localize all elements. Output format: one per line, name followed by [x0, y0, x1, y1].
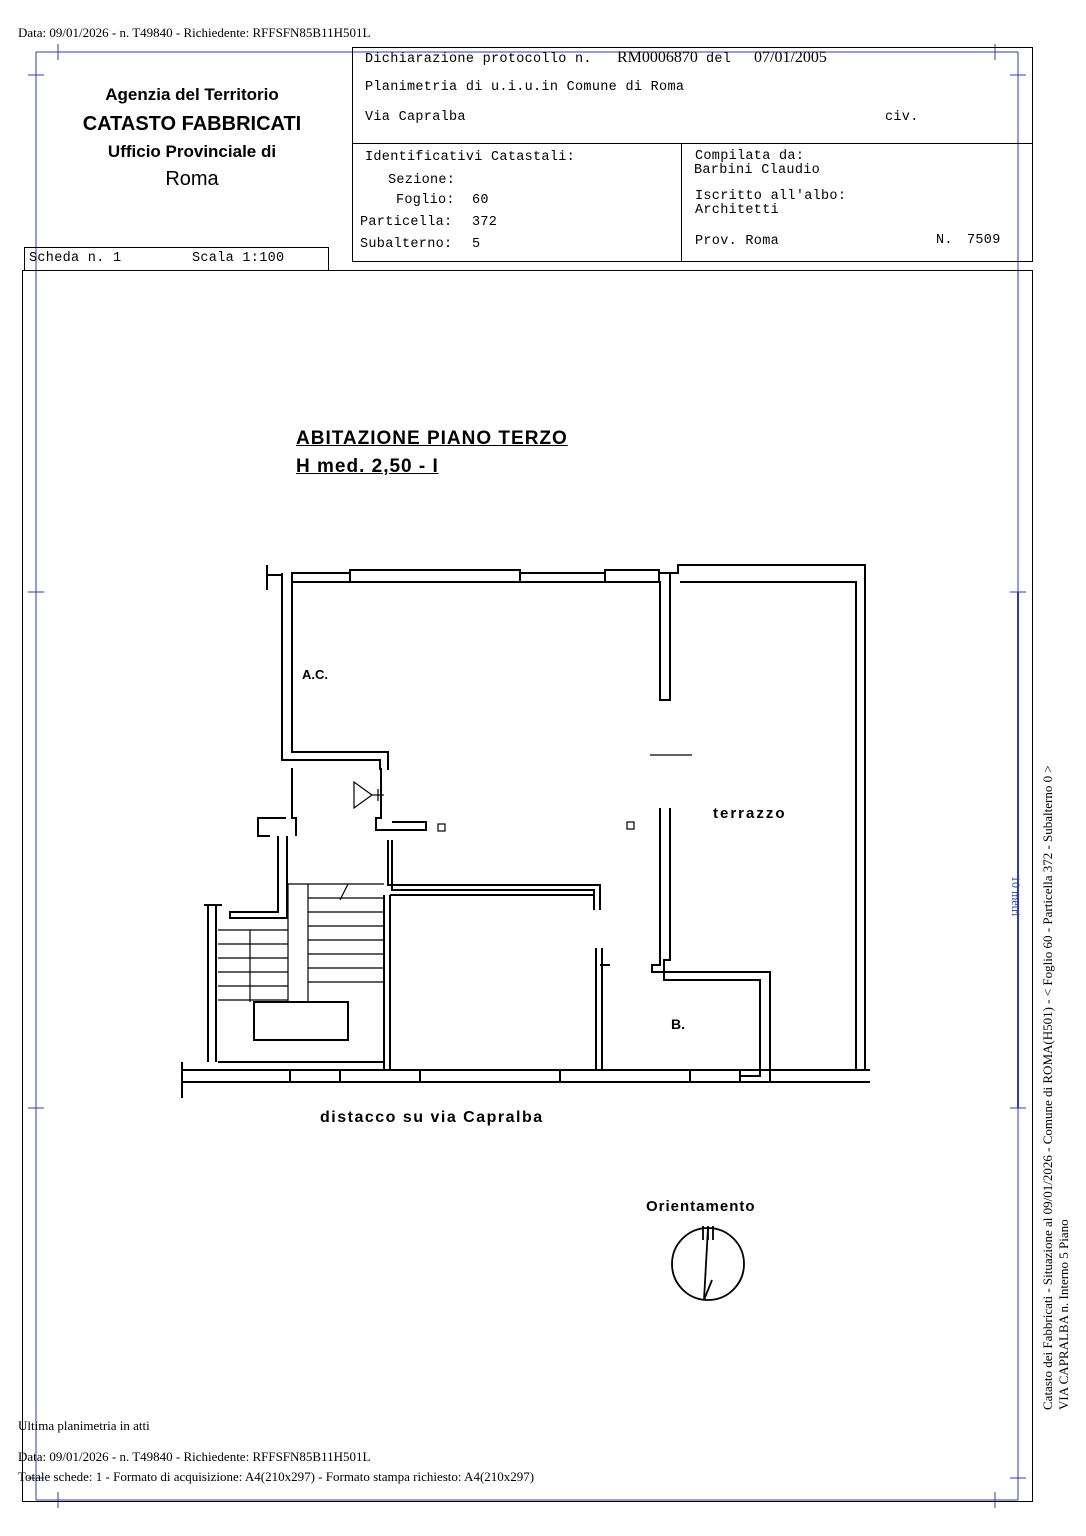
protocol-date: 07/01/2005 — [754, 49, 827, 66]
registration-n-label: N. — [936, 233, 953, 248]
subalterno-value: 5 — [472, 237, 481, 252]
room-ac-label: A.C. — [302, 667, 328, 682]
sezione-label: Sezione: — [388, 173, 456, 188]
catasto-title: CATASTO FABBRICATI — [82, 113, 302, 135]
protocol-label: Dichiarazione protocollo n. — [365, 52, 592, 67]
room-terrazzo-label: terrazzo — [713, 805, 787, 822]
plan-title: ABITAZIONE PIANO TERZO — [296, 428, 568, 449]
side-catasto-line: Catasto dei Fabbricati - Situazione al 09/01/2026 - Comune di ROMA(H501) - < Foglio 60 - Particella 372 - Subalterno 0 > — [1040, 765, 1055, 1410]
compiler-name: Barbini Claudio — [694, 163, 821, 178]
albo-value: Architetti — [695, 203, 780, 218]
civ-label: civ. — [885, 110, 919, 125]
side-address-line: VIA CAPRALBA n. Interno 5 Piano — [1056, 1219, 1071, 1410]
scale-bar-label: 10 metri — [1009, 876, 1023, 917]
header-request-line: Data: 09/01/2026 - n. T49840 - Richiedente: RFFSFN85B11H501L — [18, 25, 371, 40]
foglio-value: 60 — [472, 193, 489, 208]
orientamento-label: Orientamento — [646, 1198, 756, 1215]
address: Via Capralba — [365, 110, 466, 125]
particella-label: Particella: — [360, 215, 453, 230]
ufficio-label: Ufficio Provinciale di — [107, 142, 277, 161]
foglio-label: Foglio: — [396, 193, 455, 208]
identifiers-title: Identificativi Catastali: — [365, 150, 576, 165]
plan-height: H med. 2,50 - I — [296, 456, 439, 477]
subalterno-label: Subalterno: — [360, 237, 453, 252]
albo-label: Iscritto all'albo: — [695, 189, 847, 204]
footer-request-line: Data: 09/01/2026 - n. T49840 - Richiedente: RFFSFN85B11H501L — [18, 1449, 371, 1464]
protocol-del-label: del — [706, 52, 732, 67]
compass-icon — [672, 1226, 744, 1300]
ufficio-city: Roma — [165, 168, 219, 190]
agency-name: Agenzia del Territorio — [105, 85, 279, 104]
footer-totale: Totale schede: 1 - Formato di acquisizione: A4(210x297) - Formato stampa richiesto: A4(210x297) — [18, 1469, 535, 1484]
distacco-label: distacco su via Capralba — [320, 1109, 544, 1126]
room-b-label: B. — [671, 1016, 685, 1032]
protocol-number: RM0006870 — [617, 49, 698, 66]
planimetria-label: Planimetria di u.i.u.in Comune di Roma — [365, 80, 685, 95]
prov-label: Prov. Roma — [695, 234, 780, 249]
registration-number: 7509 — [967, 233, 1001, 248]
footer-ultima: Ultima planimetria in atti — [18, 1418, 150, 1433]
compiler-label: Compilata da: — [695, 149, 805, 164]
particella-value: 372 — [472, 215, 498, 230]
scheda-label: Scheda n. 1 — [29, 251, 122, 266]
scala-label: Scala 1:100 — [192, 251, 285, 266]
